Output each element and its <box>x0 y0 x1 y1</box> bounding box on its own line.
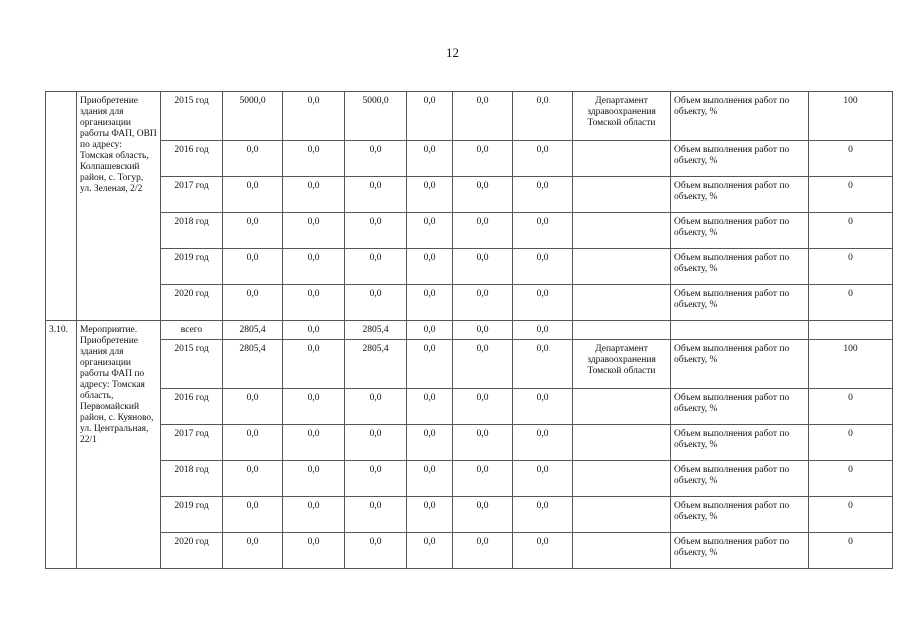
value-cell: 0,0 <box>453 340 513 389</box>
item-number <box>46 92 77 321</box>
value-cell: 0,0 <box>513 285 573 321</box>
department-cell: Департамент здравоохранения Томской области <box>573 340 671 389</box>
value-cell: 0,0 <box>407 321 453 340</box>
table-row <box>46 389 893 425</box>
value-cell: 0,0 <box>283 141 345 177</box>
year-cell: 2020 год <box>161 533 223 569</box>
value-cell: 0,0 <box>283 213 345 249</box>
value-cell: 0,0 <box>283 461 345 497</box>
table-row <box>46 177 893 213</box>
year-cell: всего <box>161 321 223 340</box>
value-cell: 0,0 <box>407 213 453 249</box>
year-cell: 2018 год <box>161 213 223 249</box>
table-row <box>46 425 893 461</box>
value-cell: 0,0 <box>223 141 283 177</box>
value-cell: 2805,4 <box>345 321 407 340</box>
table-row <box>46 321 893 340</box>
year-cell: 2015 год <box>161 340 223 389</box>
value-cell: 0,0 <box>513 461 573 497</box>
value-cell: 0,0 <box>345 249 407 285</box>
value-cell: 0,0 <box>453 213 513 249</box>
value-cell: 0,0 <box>513 249 573 285</box>
value-cell: 0,0 <box>283 340 345 389</box>
value-cell: 0,0 <box>283 389 345 425</box>
item-name: Приобретение здания для организации работы ФАП, ОВП по адресу: Томская область, Колпашевский район, с. Тогур, ул. Зеленая, 2/2 <box>77 92 161 321</box>
indicator-cell: Объем выполнения работ по объекту, % <box>671 533 809 569</box>
value-cell: 0,0 <box>283 425 345 461</box>
value-cell: 0,0 <box>283 285 345 321</box>
year-cell: 2018 год <box>161 461 223 497</box>
year-cell: 2015 год <box>161 92 223 141</box>
table-row <box>46 340 893 389</box>
value-cell: 0,0 <box>345 497 407 533</box>
target-value-cell: 100 <box>809 340 893 389</box>
table-row <box>46 285 893 321</box>
value-cell: 0,0 <box>453 321 513 340</box>
department-cell <box>573 461 671 497</box>
year-cell: 2019 год <box>161 497 223 533</box>
indicator-cell: Объем выполнения работ по объекту, % <box>671 389 809 425</box>
value-cell: 0,0 <box>283 249 345 285</box>
value-cell: 0,0 <box>407 461 453 497</box>
table-row <box>46 533 893 569</box>
table-row <box>46 497 893 533</box>
value-cell: 0,0 <box>453 497 513 533</box>
target-value-cell: 0 <box>809 177 893 213</box>
value-cell: 5000,0 <box>345 92 407 141</box>
value-cell: 0,0 <box>345 389 407 425</box>
value-cell: 0,0 <box>453 141 513 177</box>
target-value-cell: 0 <box>809 285 893 321</box>
value-cell: 0,0 <box>453 389 513 425</box>
value-cell: 0,0 <box>345 213 407 249</box>
value-cell: 0,0 <box>223 425 283 461</box>
value-cell: 0,0 <box>223 461 283 497</box>
indicator-cell <box>671 321 809 340</box>
target-value-cell: 0 <box>809 533 893 569</box>
value-cell: 0,0 <box>345 141 407 177</box>
department-cell <box>573 497 671 533</box>
value-cell: 0,0 <box>513 533 573 569</box>
value-cell: 0,0 <box>407 177 453 213</box>
value-cell: 5000,0 <box>223 92 283 141</box>
value-cell: 0,0 <box>223 249 283 285</box>
item-number: 3.10. <box>46 321 77 569</box>
table-row <box>46 461 893 497</box>
value-cell: 0,0 <box>407 249 453 285</box>
target-value-cell: 0 <box>809 141 893 177</box>
target-value-cell: 100 <box>809 92 893 141</box>
value-cell: 0,0 <box>223 497 283 533</box>
department-cell <box>573 425 671 461</box>
indicator-cell: Объем выполнения работ по объекту, % <box>671 141 809 177</box>
value-cell: 0,0 <box>407 425 453 461</box>
value-cell: 0,0 <box>453 533 513 569</box>
value-cell: 0,0 <box>283 497 345 533</box>
value-cell: 0,0 <box>453 92 513 141</box>
year-cell: 2019 год <box>161 249 223 285</box>
value-cell: 0,0 <box>283 177 345 213</box>
table-row <box>46 213 893 249</box>
value-cell: 0,0 <box>453 425 513 461</box>
department-cell <box>573 249 671 285</box>
value-cell: 0,0 <box>453 249 513 285</box>
value-cell: 0,0 <box>223 533 283 569</box>
value-cell: 0,0 <box>345 461 407 497</box>
value-cell: 0,0 <box>283 92 345 141</box>
table-row <box>46 249 893 285</box>
value-cell: 0,0 <box>407 533 453 569</box>
value-cell: 0,0 <box>223 177 283 213</box>
value-cell: 0,0 <box>513 425 573 461</box>
indicator-cell: Объем выполнения работ по объекту, % <box>671 497 809 533</box>
value-cell: 0,0 <box>513 141 573 177</box>
value-cell: 0,0 <box>407 92 453 141</box>
value-cell: 0,0 <box>223 285 283 321</box>
value-cell: 0,0 <box>513 497 573 533</box>
value-cell: 0,0 <box>513 389 573 425</box>
indicator-cell: Объем выполнения работ по объекту, % <box>671 92 809 141</box>
year-cell: 2017 год <box>161 425 223 461</box>
value-cell: 0,0 <box>407 141 453 177</box>
item-name: Мероприятие. Приобретение здания для организации работы ФАП по адресу: Томская область, Первомайский район, с. Куяново, ул. Центральная, 22/1 <box>77 321 161 569</box>
value-cell: 0,0 <box>513 213 573 249</box>
department-cell <box>573 321 671 340</box>
value-cell: 0,0 <box>223 213 283 249</box>
value-cell: 0,0 <box>513 177 573 213</box>
value-cell: 0,0 <box>345 425 407 461</box>
value-cell: 0,0 <box>345 533 407 569</box>
indicator-cell: Объем выполнения работ по объекту, % <box>671 425 809 461</box>
target-value-cell <box>809 321 893 340</box>
value-cell: 0,0 <box>223 389 283 425</box>
indicator-cell: Объем выполнения работ по объекту, % <box>671 249 809 285</box>
year-cell: 2017 год <box>161 177 223 213</box>
value-cell: 0,0 <box>345 177 407 213</box>
department-cell <box>573 213 671 249</box>
table-row <box>46 141 893 177</box>
year-cell: 2016 год <box>161 141 223 177</box>
indicator-cell: Объем выполнения работ по объекту, % <box>671 340 809 389</box>
target-value-cell: 0 <box>809 389 893 425</box>
value-cell: 2805,4 <box>223 321 283 340</box>
target-value-cell: 0 <box>809 425 893 461</box>
indicator-cell: Объем выполнения работ по объекту, % <box>671 213 809 249</box>
value-cell: 0,0 <box>407 389 453 425</box>
table-row <box>46 92 893 141</box>
target-value-cell: 0 <box>809 461 893 497</box>
department-cell <box>573 285 671 321</box>
department-cell <box>573 533 671 569</box>
value-cell: 0,0 <box>407 285 453 321</box>
year-cell: 2016 год <box>161 389 223 425</box>
department-cell: Департамент здравоохранения Томской области <box>573 92 671 141</box>
target-value-cell: 0 <box>809 249 893 285</box>
year-cell: 2020 год <box>161 285 223 321</box>
indicator-cell: Объем выполнения работ по объекту, % <box>671 177 809 213</box>
value-cell: 0,0 <box>513 92 573 141</box>
value-cell: 0,0 <box>453 177 513 213</box>
department-cell <box>573 389 671 425</box>
indicator-cell: Объем выполнения работ по объекту, % <box>671 285 809 321</box>
value-cell: 0,0 <box>283 321 345 340</box>
value-cell: 0,0 <box>407 497 453 533</box>
indicator-cell: Объем выполнения работ по объекту, % <box>671 461 809 497</box>
target-value-cell: 0 <box>809 497 893 533</box>
value-cell: 0,0 <box>513 340 573 389</box>
department-cell <box>573 177 671 213</box>
program-table <box>45 91 893 569</box>
target-value-cell: 0 <box>809 213 893 249</box>
value-cell: 0,0 <box>453 285 513 321</box>
department-cell <box>573 141 671 177</box>
value-cell: 0,0 <box>453 461 513 497</box>
value-cell: 0,0 <box>345 285 407 321</box>
value-cell: 2805,4 <box>223 340 283 389</box>
value-cell: 0,0 <box>283 533 345 569</box>
page-number: 12 <box>446 45 459 60</box>
value-cell: 0,0 <box>513 321 573 340</box>
value-cell: 0,0 <box>407 340 453 389</box>
value-cell: 2805,4 <box>345 340 407 389</box>
